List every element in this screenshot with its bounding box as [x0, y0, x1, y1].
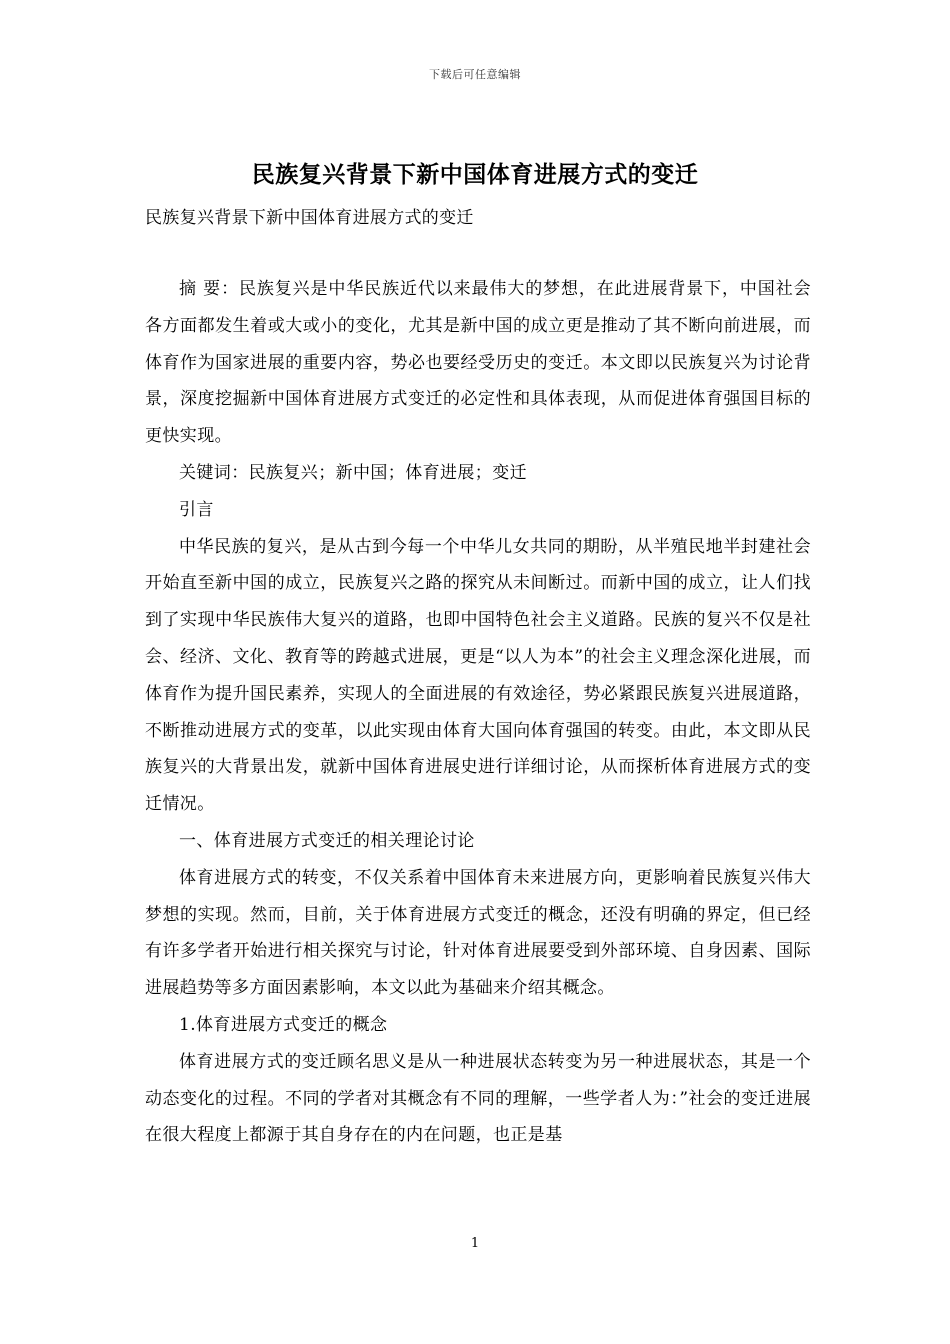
page-number: 1 — [470, 1236, 480, 1251]
document-body — [145, 271, 811, 1154]
introduction-paragraph: 中华民族的复兴，是从古到今每一个中华儿女共同的期盼，从半殖民地半封建社会开始直至新中国的成立，民族复兴之路的探究从未间断过。而新中国的成立，让人们找到了实现中华民族伟大复兴的道路，也即中国特色社会主义道路。民族的复兴不仅是社会、经济、文化、教育等的跨越式进展，更是“以人为本”的社会主义理念深化进展，而体育作为提升国民素养，实现人的全面进展的有效途径，势必紧跟民族复兴进展道路，不断推动进展方式的变革，以此实现由体育大国向体育强国的转变。由此，本文即从民族复兴的大背景出发，就新中国体育进展史进行详细讨论，从而探析体育进展方式的变迁情况。 — [145, 536, 811, 815]
subsection-1-paragraph: 体育进展方式的变迁顾名思义是从一种进展状态转变为另一种进展状态，其是一个动态变化的过程。不同的学者对其概念有不同的理解，一些学者人为：”社会的变迁进展在很大程度上都源于其自身存在的内在问题，也正是基 — [145, 1051, 811, 1146]
abstract-paragraph: 摘 要：民族复兴是中华民族近代以来最伟大的梦想，在此进展背景下，中国社会各方面都发生着或大或小的变化，尤其是新中国的成立更是推动了其不断向前进展，而体育作为国家进展的重要内容，势必也要经受历史的变迁。本文即以民族复兴为讨论背景，深度挖掘新中国体育进展方式变迁的必定性和具体表现，从而促进体育强国目标的更快实现。 — [145, 279, 811, 447]
subsection-heading-1: 1.体育进展方式变迁的概念 — [179, 1014, 388, 1035]
document-title: 民族复兴背景下新中国体育进展方式的变迁 — [251, 161, 699, 188]
introduction-heading: 引言 — [179, 499, 214, 520]
keywords-paragraph: 关键词：民族复兴；新中国；体育进展；变迁 — [179, 462, 527, 483]
document-subtitle: 民族复兴背景下新中国体育进展方式的变迁 — [145, 208, 474, 228]
section-heading-1: 一、体育进展方式变迁的相关理论讨论 — [179, 830, 475, 851]
section-1-paragraph: 体育进展方式的转变，不仅关系着中国体育未来进展方向，更影响着民族复兴伟大梦想的实现。然而，目前，关于体育进展方式变迁的概念，还没有明确的界定，但已经有许多学者开始进行相关探究与讨论，针对体育进展要受到外部环境、自身因素、国际进展趋势等多方面因素影响，本文以此为基础来介绍其概念。 — [145, 867, 811, 999]
header-note: 下载后可任意编辑 — [429, 68, 521, 81]
